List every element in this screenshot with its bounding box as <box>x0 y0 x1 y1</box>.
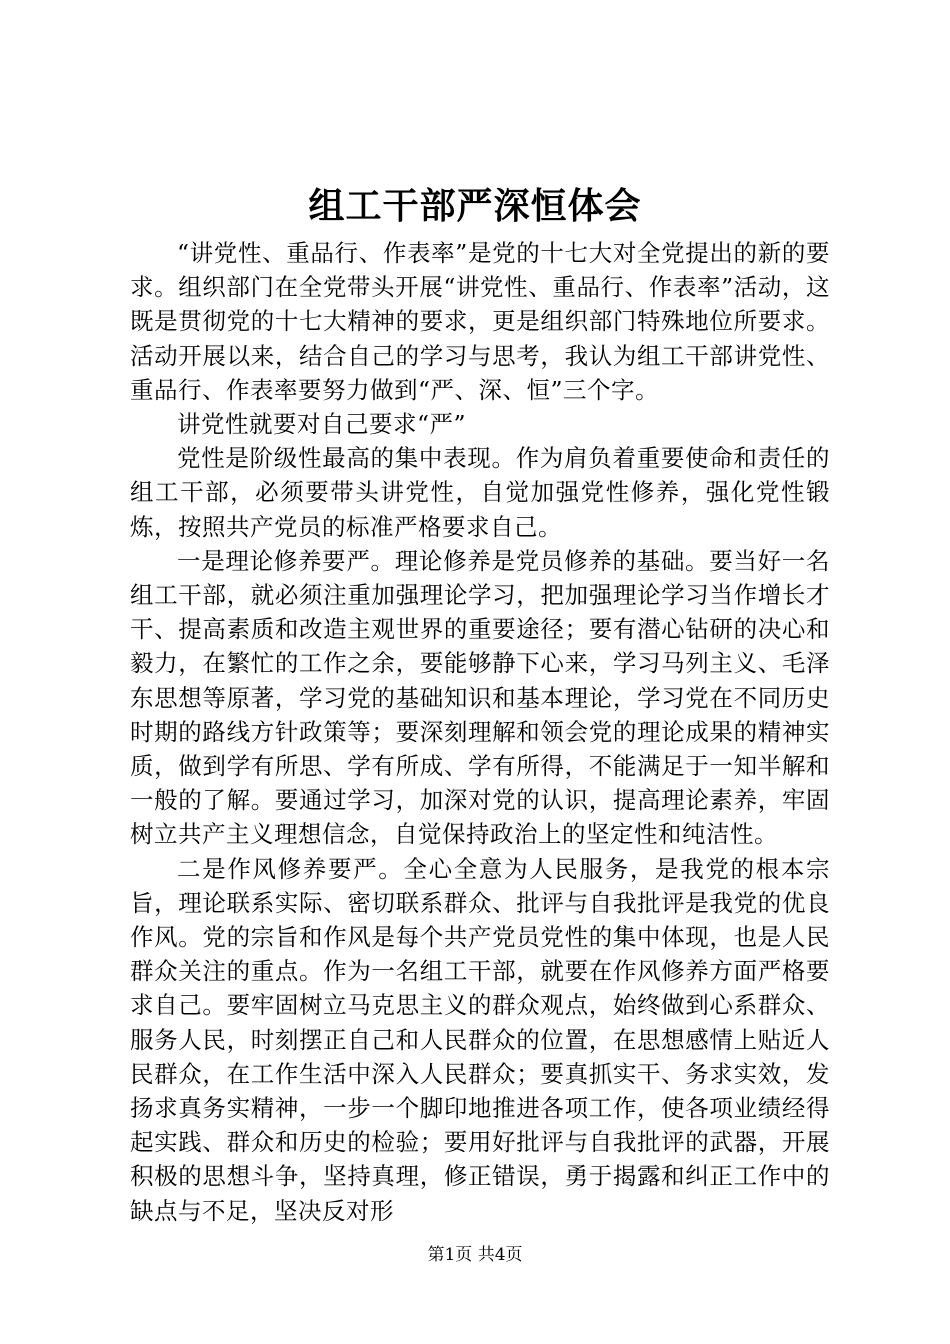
paragraph-party-spirit: 党性是阶级性最高的集中表现。作为肩负着重要使命和责任的组工干部，必须要带头讲党性，自觉加强党性修养，强化党性锻炼，按照共产党员的标准严格要求自己。 <box>130 444 830 541</box>
paragraph-intro: “讲党性、重品行、作表率”是党的十七大对全党提出的新的要求。组织部门在全党带头开展“讲党性、重品行、作表率”活动，这既是贯彻党的十七大精神的要求，更是组织部门特殊地位所要求。活动开展以来，结合自己的学习与思考，我认为组工干部讲党性、重品行、作表率要努力做到“严、深、恒”三个字。 <box>130 239 830 404</box>
document-title: 组工干部严深恒体会 <box>308 185 642 227</box>
paragraph-theory: 一是理论修养要严。理论修养是党员修养的基础。要当好一名组工干部，就必须注重加强理论学习，把加强理论学习当作增长才干、提高素质和改造主观世界的重要途径；要有潜心钻研的决心和毅力，在繁忙的工作之余，要能够静下心来，学习马列主义、毛泽东思想等原著，学习党的基础知识和基本理论，学习党在不同历史时期的路线方针政策等；要深刻理解和领会党的理论成果的精神实质，做到学有所思、学有所成、学有所得，不能满足于一知半解和一般的了解。要通过学习，加深对党的认识，提高理论素养，牢固树立共产主义理想信念，自觉保持政治上的坚定性和纯洁性。 <box>130 546 830 849</box>
page-footer: 第1页 共4页 <box>427 1245 523 1265</box>
document-body <box>130 236 830 1228</box>
paragraph-style: 二是作风修养要严。全心全意为人民服务，是我党的根本宗旨，理论联系实际、密切联系群众、批评与自我批评是我党的优良作风。党的宗旨和作风是每个共产党员党性的集中体现，也是人民群众关注的重点。作为一名组工干部，就要在作风修养方面严格要求自己。要牢固树立马克思主义的群众观点，始终做到心系群众、服务人民，时刻摆正自己和人民群众的位置，在思想感情上贴近人民群众，在工作生活中深入人民群众；要真抓实干、务求实效，发扬求真务实精神，一步一个脚印地推进各项工作，使各项业绩经得起实践、群众和历史的检验；要用好批评与自我批评的武器，开展积极的思想斗争，坚持真理，修正错误，勇于揭露和纠正工作中的缺点与不足，坚决反对形 <box>130 854 830 1225</box>
section-heading: 讲党性就要对自己要求“严” <box>177 410 467 439</box>
